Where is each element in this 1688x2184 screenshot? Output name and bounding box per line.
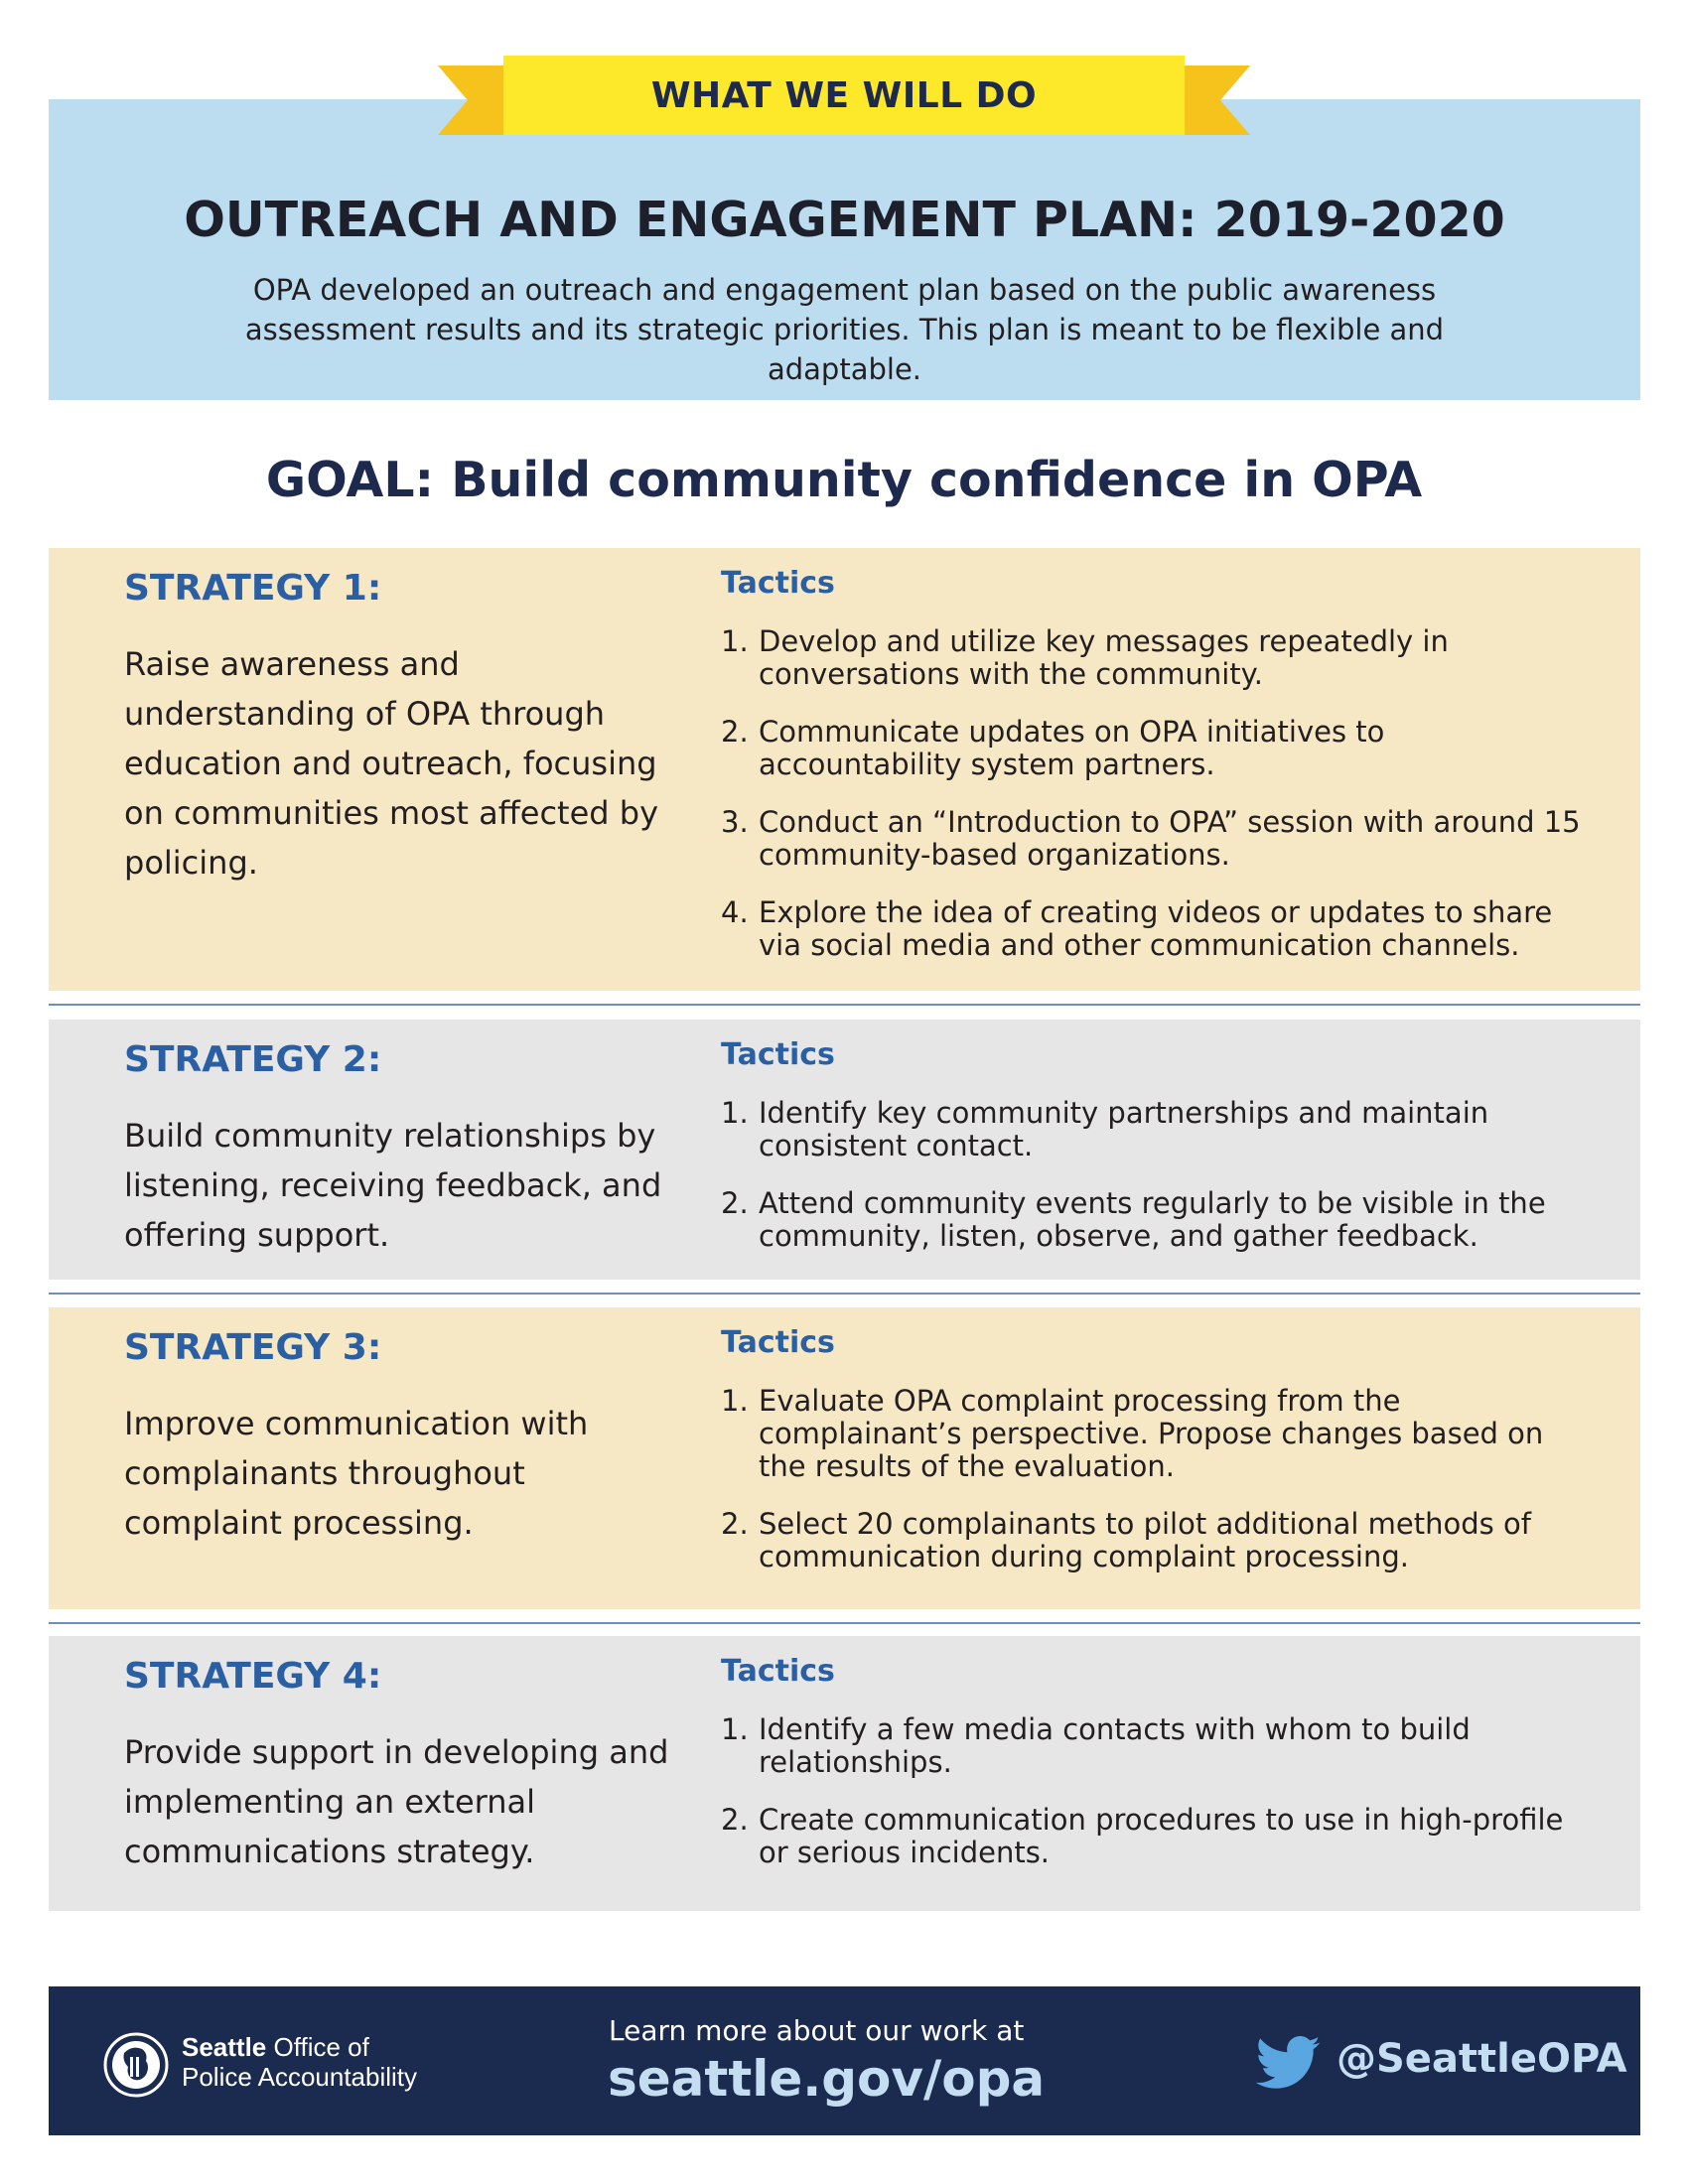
strategy-panel-3: [49, 1307, 1640, 1609]
strategy-description: Improve communication with complainants throughout complaint processing.: [124, 1405, 589, 1542]
tactic-list: [721, 1097, 1595, 1253]
tactic-item: 1. Identify key community partnerships and maintain consistent contact.: [721, 1096, 1489, 1162]
website-link[interactable]: seattle.gov/opa: [608, 2050, 1046, 2108]
tactic-list: [721, 625, 1595, 962]
goal-heading: GOAL: Build community confidence in OPA: [265, 452, 1423, 508]
divider: [49, 1622, 1640, 1624]
org-name: Seattle Office of Police Accountability: [182, 2032, 418, 2092]
header-panel: [49, 99, 1640, 400]
tactic-item: 1. Identify a few media contacts with whom to build relationships.: [721, 1712, 1471, 1779]
tactic-item: 3. Conduct an “Introduction to OPA” session with around 15 community-based organizations.: [721, 805, 1581, 872]
tactics-label: Tactics: [721, 1654, 835, 1689]
divider: [49, 1293, 1640, 1295]
plan-title: OUTREACH AND ENGAGEMENT PLAN: 2019-2020: [184, 192, 1505, 248]
tactic-item: 1. Evaluate OPA complaint processing from the complainant’s perspective. Propose changes based on the results of the evaluation.: [721, 1384, 1544, 1483]
strategy-title: STRATEGY 4:: [124, 1656, 382, 1697]
strategy-title: STRATEGY 3:: [124, 1327, 382, 1368]
tactic-list: [721, 1713, 1595, 1869]
divider: [49, 1004, 1640, 1006]
tactics-label: Tactics: [721, 1037, 835, 1072]
twitter-handle[interactable]: @SeattleOPA: [1336, 2036, 1627, 2082]
learn-more-text: Learn more about our work at: [609, 2014, 1025, 2047]
tactic-list: [721, 1385, 1595, 1573]
ribbon-banner: [438, 56, 1250, 141]
strategy-panel-4: [49, 1636, 1640, 1911]
tactic-item: 2. Create communication procedures to use in high-profile or serious incidents.: [721, 1803, 1564, 1869]
footer: [49, 1986, 1640, 2135]
tactics-label: Tactics: [721, 1325, 835, 1360]
plan-description: OPA developed an outreach and engagement plan based on the public awareness assessment results and its strategic priorities. This plan is meant to be flexible and adaptable.: [244, 273, 1445, 386]
strategy-panel-2: [49, 1020, 1640, 1280]
strategy-description: Provide support in developing and implementing an external communications strategy.: [124, 1733, 669, 1870]
strategy-description: Raise awareness and understanding of OPA through education and outreach, focusing on communities most affected by policing.: [124, 645, 659, 882]
banner-label: WHAT WE WILL DO: [650, 74, 1038, 116]
strategy-title: STRATEGY 2:: [124, 1039, 382, 1080]
strategy-panel-1: [49, 548, 1640, 991]
strategy-description: Build community relationships by listening, receiving feedback, and offering support.: [124, 1117, 662, 1254]
tactic-item: 1. Develop and utilize key messages repeatedly in conversations with the community.: [721, 624, 1449, 691]
tactic-item: 2. Communicate updates on OPA initiatives to accountability system partners.: [721, 715, 1385, 781]
strategy-title: STRATEGY 1:: [124, 568, 382, 609]
tactic-item: 2. Select 20 complainants to pilot additional methods of communication during complaint processing.: [721, 1507, 1531, 1573]
tactics-label: Tactics: [721, 566, 835, 601]
twitter-icon: [1255, 2036, 1321, 2090]
tactic-item: 4. Explore the idea of creating videos or updates to share via social media and other communication channels.: [721, 895, 1553, 962]
tactic-item: 2. Attend community events regularly to be visible in the community, listen, observe, and gather feedback.: [721, 1186, 1546, 1253]
city-seal-icon: [102, 2031, 170, 2099]
